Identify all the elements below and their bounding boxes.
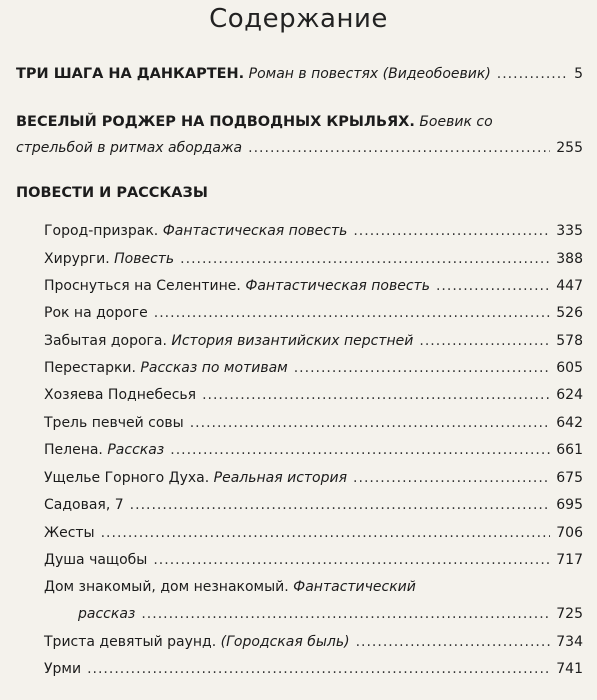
- toc-entry: [44, 523, 583, 543]
- dot-leader: [130, 495, 551, 515]
- dot-leader: [294, 358, 551, 378]
- page-number: 734: [556, 634, 583, 650]
- dot-leader: [419, 331, 550, 351]
- dot-leader: [436, 276, 550, 296]
- entry-subtitle-cont: стрельбой в ритмах абордажа: [16, 140, 243, 156]
- dot-leader: [153, 550, 550, 570]
- page-number: 706: [556, 525, 583, 541]
- page-number: 578: [556, 333, 583, 349]
- page-number: 335: [556, 223, 583, 239]
- entry-title: Трель певчей совы: [44, 415, 184, 431]
- dot-leader: [248, 138, 550, 158]
- entry-title: Триста девятый раунд.: [44, 634, 217, 650]
- toc-entry: [44, 358, 583, 378]
- page-number: 5: [574, 66, 583, 82]
- entry-title: Хирурги.: [44, 251, 110, 267]
- toc-entry: [16, 64, 583, 84]
- entry-subtitle: Реальная история: [213, 470, 348, 486]
- entry-title: Рок на дороге: [44, 305, 148, 321]
- toc-entry: [44, 577, 583, 624]
- entry-title: Садовая, 7: [44, 497, 124, 513]
- page-number: 605: [556, 360, 583, 376]
- page-number: 526: [556, 305, 583, 321]
- page-number: 725: [556, 606, 583, 622]
- entry-subtitle: Фантастический: [293, 579, 416, 595]
- page-number: 624: [556, 387, 583, 403]
- entry-title: Дом знакомый, дом незнакомый.: [44, 579, 289, 595]
- page-number: 675: [556, 470, 583, 486]
- toc-entry: [44, 303, 583, 323]
- entry-title: Урми: [44, 661, 82, 677]
- toc-entry: [44, 468, 583, 488]
- toc-entry: [44, 331, 583, 351]
- page-title: Содержание: [209, 4, 388, 34]
- page-number: 741: [556, 661, 583, 677]
- toc-entry: [44, 221, 583, 241]
- entry-subtitle: (Городская быль): [220, 634, 350, 650]
- dot-leader: [141, 604, 550, 624]
- entry-title: ТРИ ШАГА НА ДАНКАРТЕН.: [16, 66, 245, 82]
- entry-title: Забытая дорога.: [44, 333, 167, 349]
- toc-entry: [44, 413, 583, 433]
- entry-title: Душа чащобы: [44, 552, 148, 568]
- dot-leader: [353, 468, 550, 488]
- entry-title: Перестарки.: [44, 360, 136, 376]
- entry-title: Хозяева Поднебесья: [44, 387, 197, 403]
- entry-subtitle: Фантастическая повесть: [245, 278, 430, 294]
- page-number: 642: [556, 415, 583, 431]
- toc-entry: [44, 550, 583, 570]
- toc-entry: [16, 112, 583, 158]
- page-number: 717: [556, 552, 583, 568]
- toc-entry: [44, 385, 583, 405]
- dot-leader: [356, 632, 551, 652]
- toc-entry: [44, 249, 583, 269]
- toc-entry: [44, 276, 583, 296]
- entry-subtitle: Рассказ по мотивам: [140, 360, 288, 376]
- entry-subtitle: Роман в повестях (Видеобоевик): [248, 66, 491, 82]
- toc-entry: [44, 659, 583, 679]
- page-number: 388: [556, 251, 583, 267]
- entry-subtitle: Повесть: [114, 251, 175, 267]
- dot-leader: [170, 440, 550, 460]
- entry-title: Пелена.: [44, 442, 103, 458]
- entry-subtitle: Фантастическая повесть: [162, 223, 348, 239]
- page-number: 661: [556, 442, 583, 458]
- page-number: 447: [556, 278, 583, 294]
- page-number: 695: [556, 497, 583, 513]
- entry-subtitle-cont: рассказ: [78, 606, 136, 622]
- entry-title: Ущелье Горного Духа.: [44, 470, 210, 486]
- toc-entry: [44, 440, 583, 460]
- entry-subtitle: История византийских перстней: [171, 333, 414, 349]
- dot-leader: [190, 413, 551, 433]
- entry-title: Город-призрак.: [44, 223, 159, 239]
- entry-title: ВЕСЕЛЫЙ РОДЖЕР НА ПОДВОДНЫХ КРЫЛЬЯХ.: [16, 114, 415, 130]
- section-heading: ПОВЕСТИ И РАССКАЗЫ: [16, 185, 208, 201]
- dot-leader: [180, 249, 550, 269]
- dot-leader: [87, 659, 550, 679]
- dot-leader: [202, 385, 550, 405]
- entry-subtitle: Рассказ: [107, 442, 165, 458]
- page-number: 255: [556, 140, 583, 156]
- dot-leader: [154, 303, 551, 323]
- entry-title: Жесты: [44, 525, 95, 541]
- toc-entry: [44, 495, 583, 515]
- dot-leader: [353, 221, 550, 241]
- entry-title: Проснуться на Селентине.: [44, 278, 241, 294]
- dot-leader: [101, 523, 551, 543]
- toc-entry: [44, 632, 583, 652]
- entry-subtitle: Боевик со: [419, 114, 493, 130]
- dot-leader: [497, 64, 568, 84]
